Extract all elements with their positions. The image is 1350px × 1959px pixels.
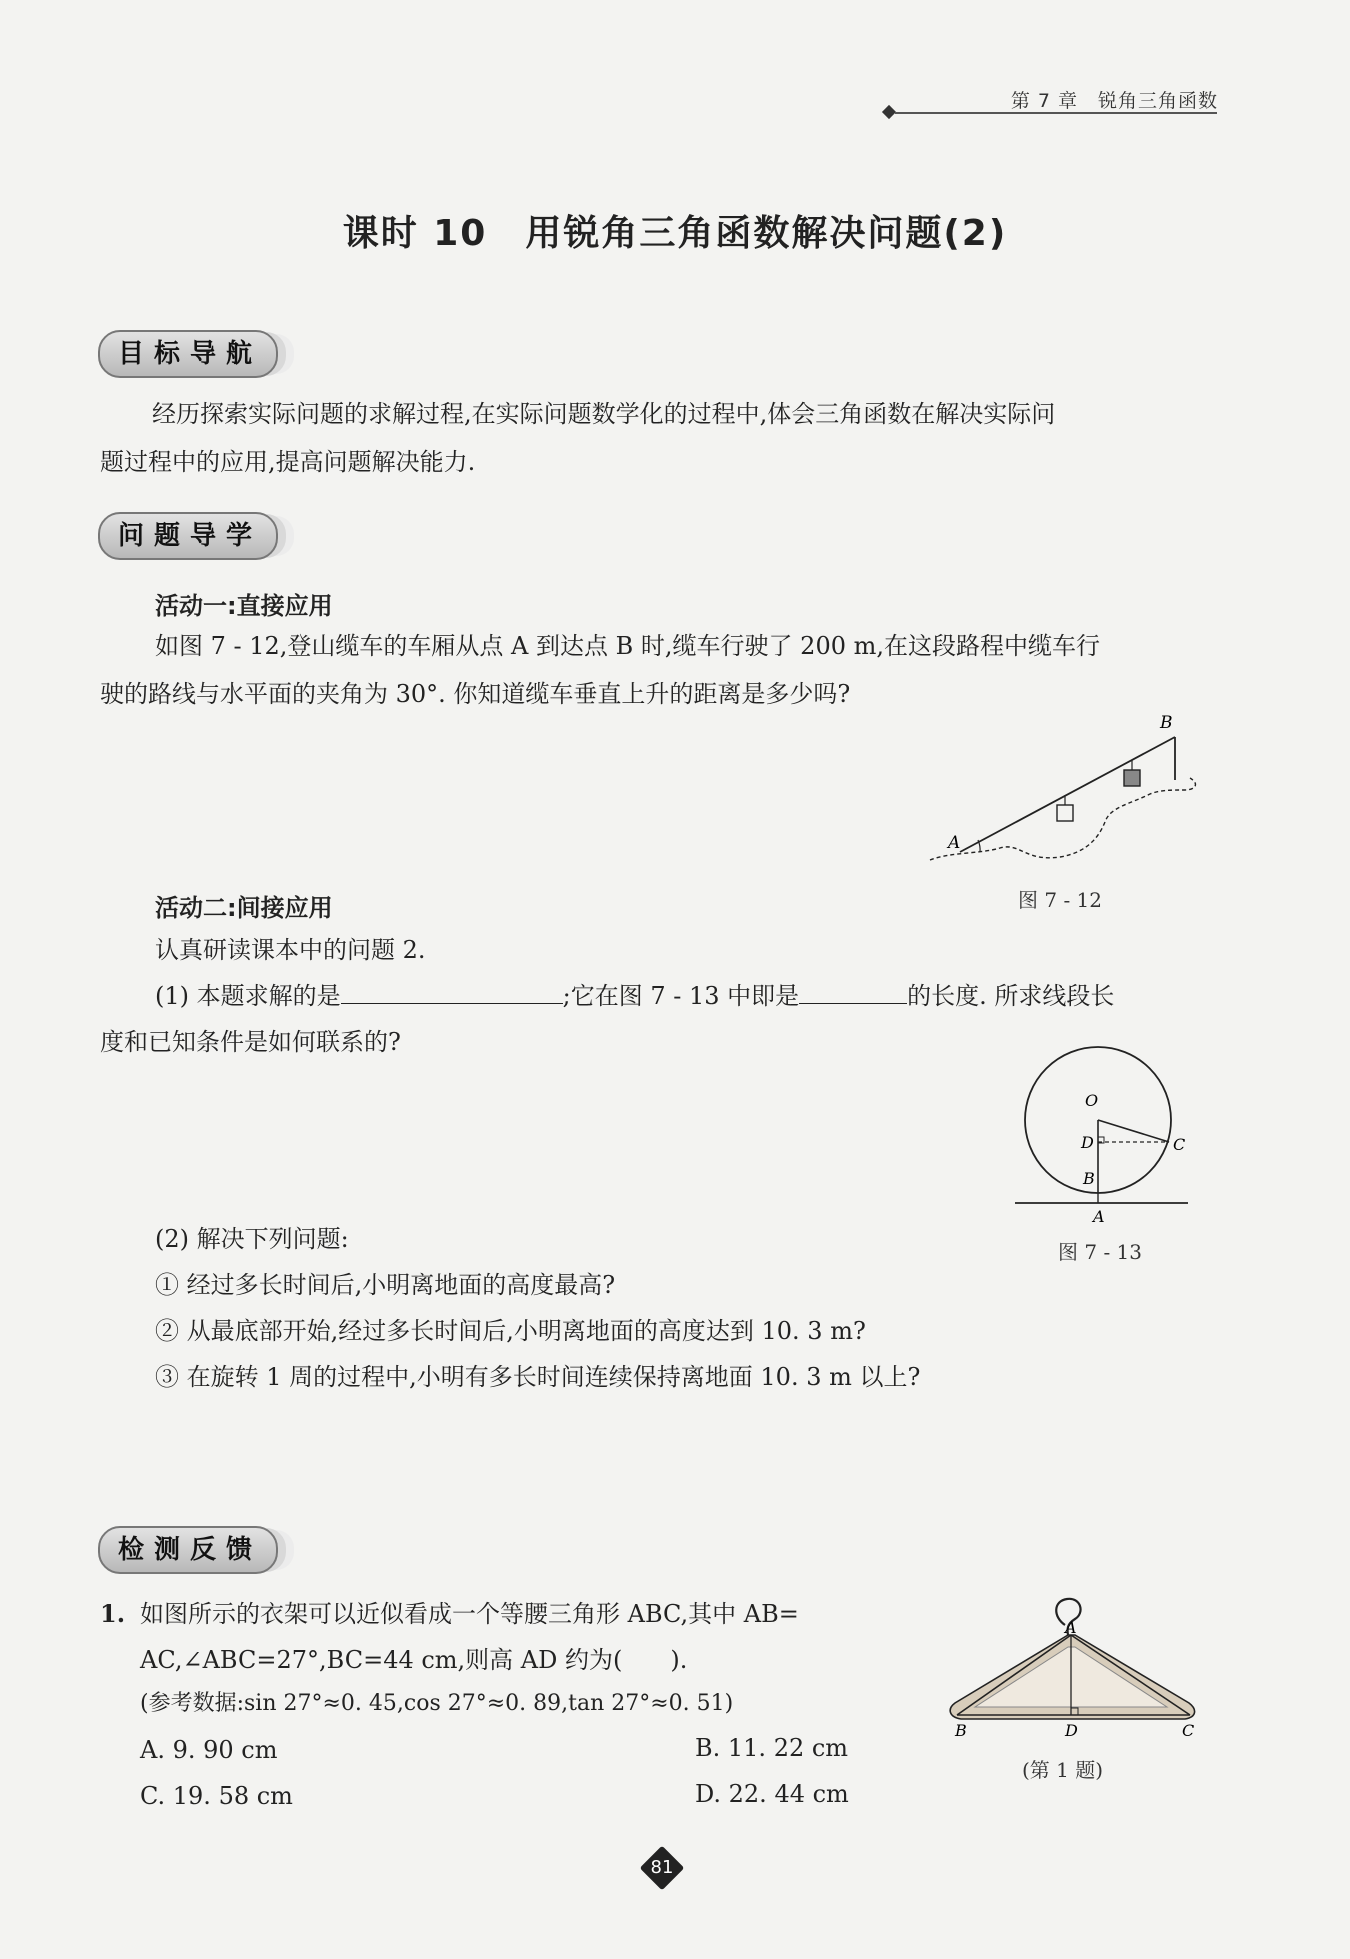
question2-item-2: ② 从最底部开始,经过多长时间后,小明离地面的高度达到 10. 3 m?: [155, 1317, 866, 1345]
option-A[interactable]: A. 9. 90 cm: [140, 1736, 278, 1764]
label-B: B: [955, 1721, 967, 1740]
question1-line-2: 度和已知条件是如何联系的?: [100, 1028, 401, 1056]
figure-7-12: [920, 712, 1200, 872]
question1-part-c: 的长度. 所求线段长: [907, 982, 1115, 1010]
activity1-text: [100, 622, 1230, 718]
goals-text: [100, 390, 1230, 486]
problem1-line-1: 如图所示的衣架可以近似看成一个等腰三角形 ABC,其中 AB=: [140, 1600, 799, 1628]
hanger-figure-caption: (第 1 题): [1022, 1758, 1104, 1782]
question2-item-3: ③ 在旋转 1 周的过程中,小明有多长时间连续保持离地面 10. 3 m 以上?: [155, 1363, 921, 1391]
figure-7-12-caption: 图 7 - 12: [1018, 888, 1103, 912]
section-tag-goals: 目标导航: [98, 330, 278, 378]
car1: [1057, 805, 1073, 821]
label-A: A: [948, 833, 961, 853]
page-number: 81: [650, 1857, 674, 1878]
radius-OC: [1098, 1120, 1169, 1142]
car2: [1124, 770, 1140, 786]
problem-number: 1.: [100, 1599, 126, 1628]
goals-line-2: 题过程中的应用,提高问题解决能力.: [100, 448, 476, 476]
figure-7-13: [1005, 1040, 1205, 1230]
label-D: D: [1081, 1133, 1094, 1152]
option-C[interactable]: C. 19. 58 cm: [140, 1782, 293, 1810]
activity2-title: 活动二:间接应用: [155, 894, 333, 922]
question1-part-a: (1) 本题求解的是: [155, 982, 341, 1010]
problem1-reference-data: (参考数据:sin 27°≈0. 45,cos 27°≈0. 89,tan 27°≈0. 51): [140, 1691, 734, 1716]
activity1-title: 活动一:直接应用: [155, 592, 333, 620]
label-D: D: [1065, 1721, 1078, 1740]
label-C: C: [1182, 1721, 1195, 1740]
section-tag-guide: 问题导学: [98, 512, 278, 560]
page-title: 课时 10 用锐角三角函数解决问题(2): [342, 213, 1008, 254]
activity1-line-2: 驶的路线与水平面的夹角为 30°. 你知道缆车垂直上升的距离是多少吗?: [100, 680, 851, 708]
header-diamond-icon: [882, 105, 896, 119]
answer-blank-1[interactable]: [341, 977, 563, 1004]
label-A: A: [1093, 1207, 1105, 1226]
label-O: O: [1085, 1091, 1099, 1110]
question1-part-b: ;它在图 7 - 13 中即是: [562, 982, 800, 1010]
activity1-line-1: 如图 7 - 12,登山缆车的车厢从点 A 到达点 B 时,缆车行驶了 200 m,在这段路程中缆车行: [155, 632, 1100, 660]
chapter-header: 第 7 章 锐角三角函数: [1010, 90, 1218, 112]
label-B: B: [1160, 713, 1173, 733]
problem1-line-2: AC,∠ABC=27°,BC=44 cm,则高 AD 约为( ).: [140, 1646, 688, 1674]
section-tag-feedback: 检测反馈: [98, 1526, 278, 1574]
question2-item-1: ① 经过多长时间后,小明离地面的高度最高?: [155, 1271, 616, 1299]
option-B[interactable]: B. 11. 22 cm: [695, 1734, 849, 1762]
answer-blank-2[interactable]: [799, 977, 907, 1004]
question2-title: (2) 解决下列问题:: [155, 1225, 349, 1253]
goals-line-1: 经历探索实际问题的求解过程,在实际问题数学化的过程中,体会三角函数在解决实际问: [152, 400, 1056, 428]
header-rule: [895, 112, 1217, 114]
option-D[interactable]: D. 22. 44 cm: [695, 1780, 849, 1808]
page-number-badge: [640, 1846, 684, 1890]
label-C: C: [1173, 1135, 1186, 1154]
label-A: A: [1065, 1618, 1077, 1637]
cable-line: [960, 737, 1175, 852]
label-B: B: [1083, 1169, 1095, 1188]
figure-7-13-caption: 图 7 - 13: [1058, 1240, 1143, 1264]
hanger-figure: [935, 1595, 1210, 1745]
question1-line-1: [155, 972, 1235, 1020]
activity2-intro: 认真研读课本中的问题 2.: [155, 936, 426, 964]
